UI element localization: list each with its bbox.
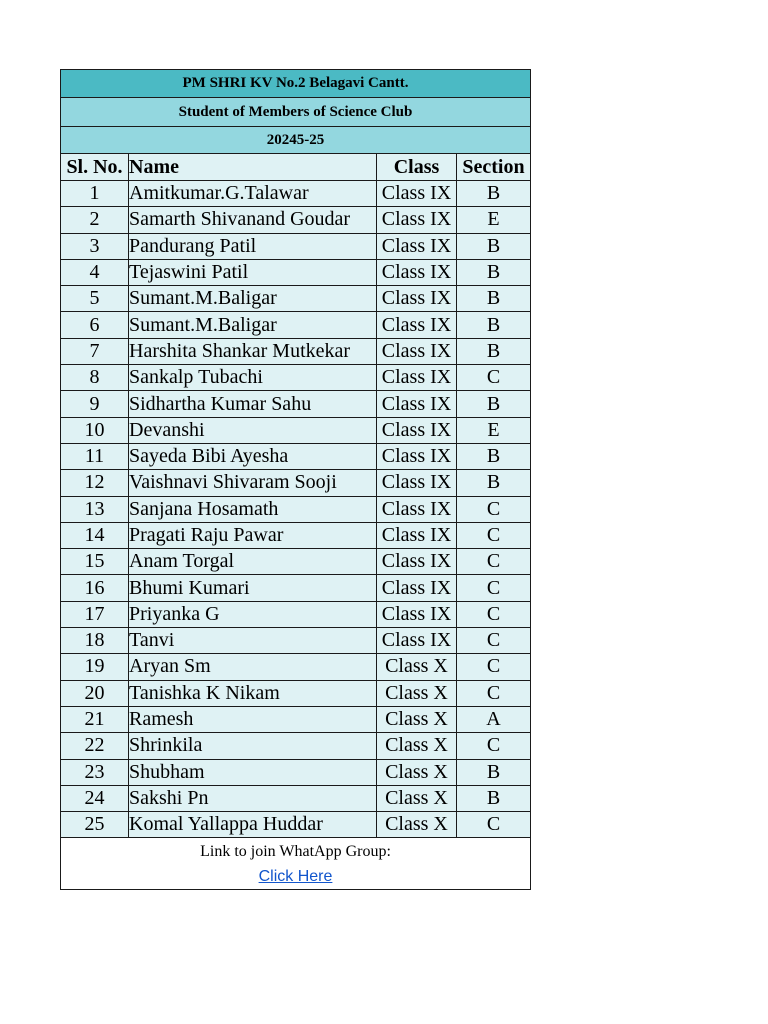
section-cell: B [457,286,531,312]
student-name-cell: Sakshi Pn [129,785,377,811]
section-cell: C [457,365,531,391]
serial-number-cell: 25 [61,812,129,838]
class-cell: Class IX [377,601,457,627]
column-header-name: Name [129,154,377,181]
section-cell: B [457,233,531,259]
table-row [61,207,531,233]
student-name-cell: Harshita Shankar Mutkekar [129,338,377,364]
footer-cell [61,838,531,890]
table-row [61,785,531,811]
title-header-row [61,98,531,127]
serial-number-cell: 18 [61,628,129,654]
section-cell: B [457,785,531,811]
student-name-cell: Aryan Sm [129,654,377,680]
table-row [61,181,531,207]
table-row [61,628,531,654]
section-cell: E [457,207,531,233]
serial-number-cell: 14 [61,522,129,548]
table-row [61,312,531,338]
table-row [61,759,531,785]
table-row [61,575,531,601]
student-name-cell: Ramesh [129,706,377,732]
section-cell: C [457,733,531,759]
serial-number-cell: 12 [61,470,129,496]
section-cell: C [457,628,531,654]
student-name-cell: Sumant.M.Baligar [129,286,377,312]
class-cell: Class IX [377,443,457,469]
table-row [61,470,531,496]
student-name-cell: Pandurang Patil [129,233,377,259]
table-row [61,522,531,548]
serial-number-cell: 24 [61,785,129,811]
student-name-cell: Sayeda Bibi Ayesha [129,443,377,469]
student-name-cell: Komal Yallappa Huddar [129,812,377,838]
section-cell: B [457,259,531,285]
section-cell: A [457,706,531,732]
serial-number-cell: 11 [61,443,129,469]
class-cell: Class IX [377,549,457,575]
class-cell: Class X [377,680,457,706]
student-name-cell: Vaishnavi Shivaram Sooji [129,470,377,496]
class-cell: Class IX [377,207,457,233]
serial-number-cell: 13 [61,496,129,522]
table-row [61,706,531,732]
serial-number-cell: 16 [61,575,129,601]
class-cell: Class X [377,812,457,838]
column-header-class: Class [377,154,457,181]
section-cell: B [457,443,531,469]
class-cell: Class X [377,759,457,785]
section-cell: B [457,391,531,417]
serial-number-cell: 1 [61,181,129,207]
serial-number-cell: 7 [61,338,129,364]
section-cell: C [457,812,531,838]
class-cell: Class IX [377,470,457,496]
student-name-cell: Samarth Shivanand Goudar [129,207,377,233]
table-row [61,365,531,391]
table-row [61,391,531,417]
student-name-cell: Amitkumar.G.Talawar [129,181,377,207]
academic-year: 20245-25 [61,127,531,154]
section-cell: C [457,654,531,680]
section-cell: C [457,575,531,601]
serial-number-cell: 2 [61,207,129,233]
table-row [61,233,531,259]
school-header-row [61,70,531,98]
table-row [61,812,531,838]
column-header-sl: Sl. No. [61,154,129,181]
class-cell: Class IX [377,628,457,654]
student-name-cell: Priyanka G [129,601,377,627]
section-cell: C [457,680,531,706]
student-name-cell: Sankalp Tubachi [129,365,377,391]
section-cell: C [457,549,531,575]
serial-number-cell: 23 [61,759,129,785]
click-here-link[interactable]: Click Here [258,868,333,886]
section-cell: B [457,181,531,207]
class-cell: Class IX [377,417,457,443]
section-cell: E [457,417,531,443]
class-cell: Class IX [377,286,457,312]
class-cell: Class IX [377,233,457,259]
serial-number-cell: 5 [61,286,129,312]
section-cell: C [457,496,531,522]
table-row [61,259,531,285]
serial-number-cell: 9 [61,391,129,417]
column-header-section: Section [457,154,531,181]
section-cell: B [457,470,531,496]
class-cell: Class IX [377,259,457,285]
student-name-cell: Shrinkila [129,733,377,759]
table-row [61,654,531,680]
section-cell: C [457,601,531,627]
serial-number-cell: 17 [61,601,129,627]
student-name-cell: Tanishka K Nikam [129,680,377,706]
class-cell: Class IX [377,575,457,601]
section-cell: B [457,338,531,364]
class-cell: Class IX [377,312,457,338]
student-name-cell: Tanvi [129,628,377,654]
serial-number-cell: 3 [61,233,129,259]
serial-number-cell: 8 [61,365,129,391]
table-row [61,680,531,706]
table-row [61,733,531,759]
column-header-row [61,154,531,181]
footer-row [61,838,531,890]
class-cell: Class X [377,654,457,680]
school-name: PM SHRI KV No.2 Belagavi Cantt. [61,70,531,98]
student-name-cell: Devanshi [129,417,377,443]
science-club-table [60,69,531,890]
serial-number-cell: 21 [61,706,129,732]
class-cell: Class X [377,785,457,811]
class-cell: Class IX [377,181,457,207]
student-name-cell: Sidhartha Kumar Sahu [129,391,377,417]
serial-number-cell: 20 [61,680,129,706]
student-name-cell: Sumant.M.Baligar [129,312,377,338]
class-cell: Class IX [377,365,457,391]
serial-number-cell: 22 [61,733,129,759]
serial-number-cell: 10 [61,417,129,443]
table-row [61,549,531,575]
serial-number-cell: 19 [61,654,129,680]
serial-number-cell: 15 [61,549,129,575]
table-row [61,286,531,312]
class-cell: Class IX [377,391,457,417]
table-row [61,496,531,522]
student-name-cell: Tejaswini Patil [129,259,377,285]
class-cell: Class IX [377,522,457,548]
table-row [61,443,531,469]
section-cell: B [457,312,531,338]
student-name-cell: Bhumi Kumari [129,575,377,601]
table-row [61,417,531,443]
table-row [61,601,531,627]
student-name-cell: Sanjana Hosamath [129,496,377,522]
section-cell: C [457,522,531,548]
table-row [61,338,531,364]
serial-number-cell: 4 [61,259,129,285]
year-header-row [61,127,531,154]
student-name-cell: Anam Torgal [129,549,377,575]
table-title: Student of Members of Science Club [61,98,531,127]
class-cell: Class X [377,733,457,759]
whatsapp-group-label: Link to join WhatApp Group: [200,843,391,861]
student-name-cell: Pragati Raju Pawar [129,522,377,548]
class-cell: Class IX [377,338,457,364]
student-rows [61,181,531,838]
serial-number-cell: 6 [61,312,129,338]
student-name-cell: Shubham [129,759,377,785]
section-cell: B [457,759,531,785]
class-cell: Class IX [377,496,457,522]
class-cell: Class X [377,706,457,732]
